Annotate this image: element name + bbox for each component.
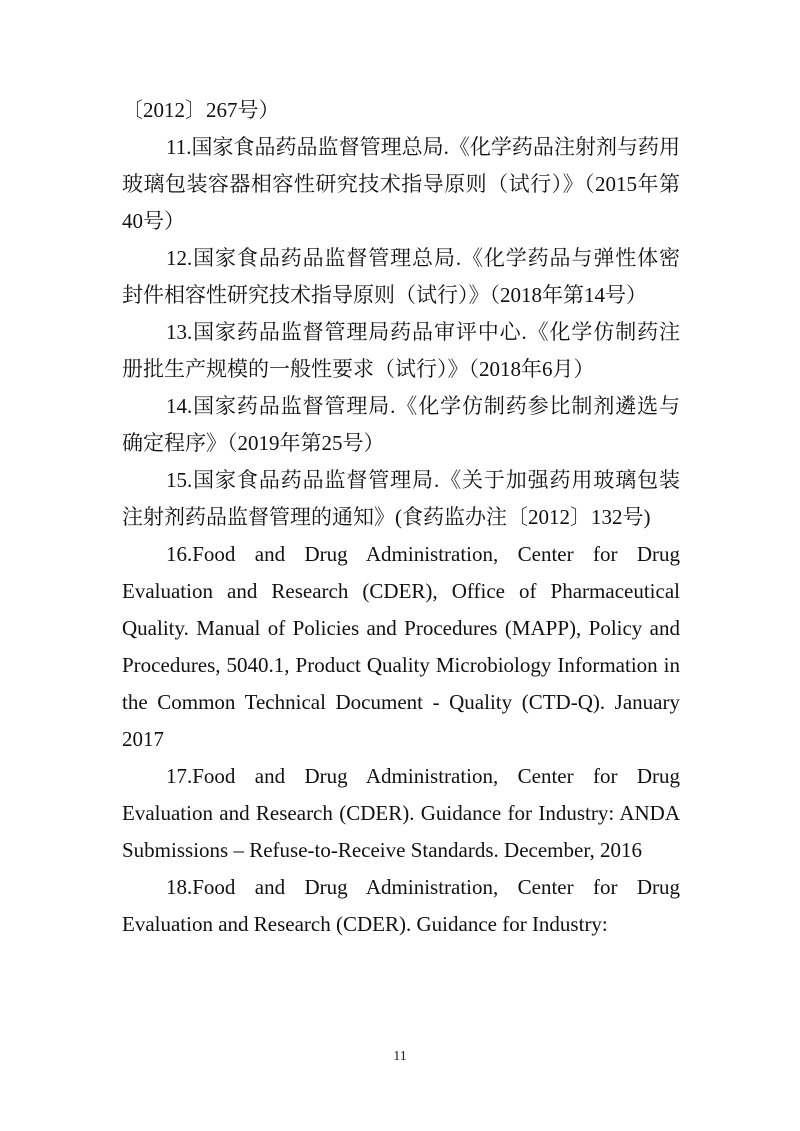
reference-item-16: 16.Food and Drug Administration, Center for Drug Evaluation and Research (CDER), Office of Pharmaceutical Quality. Manual of Policies and Procedures (MAPP), Policy and Procedures, 5040.1, Product Quality Microbiology Information in the Common Technical Document - Quality (CTD-Q). January 2017 — [122, 542, 680, 751]
reference-item-13: 13.国家药品监督管理局药品审评中心.《化学仿制药注册批生产规模的一般性要求（试行）》（2018年6月） — [122, 320, 680, 381]
reference-item-12: 12.国家食品药品监督管理总局.《化学药品与弹性体密封件相容性研究技术指导原则（试行）》（2018年第14号） — [122, 246, 680, 307]
reference-item-15: 15.国家食品药品监督管理局.《关于加强药用玻璃包装注射剂药品监督管理的通知》(食药监办注〔2012〕132号) — [122, 468, 680, 529]
reference-continuation: 〔2012〕267号） — [122, 98, 280, 122]
reference-item-11: 11.国家食品药品监督管理总局.《化学药品注射剂与药用玻璃包装容器相容性研究技术指导原则（试行）》（2015年第40号） — [122, 135, 680, 233]
reference-item-14: 14.国家药品监督管理局.《化学仿制药参比制剂遴选与确定程序》（2019年第25号） — [122, 394, 680, 455]
page-number: 11 — [393, 1049, 407, 1064]
reference-item-17: 17.Food and Drug Administration, Center for Drug Evaluation and Research (CDER). Guidance for Industry: ANDA Submissions – Refuse-to-Receive Standards. December, 2016 — [122, 764, 680, 862]
reference-item-18: 18.Food and Drug Administration, Center for Drug Evaluation and Research (CDER). Guidance for Industry: — [122, 875, 680, 936]
reference-list — [122, 92, 680, 943]
